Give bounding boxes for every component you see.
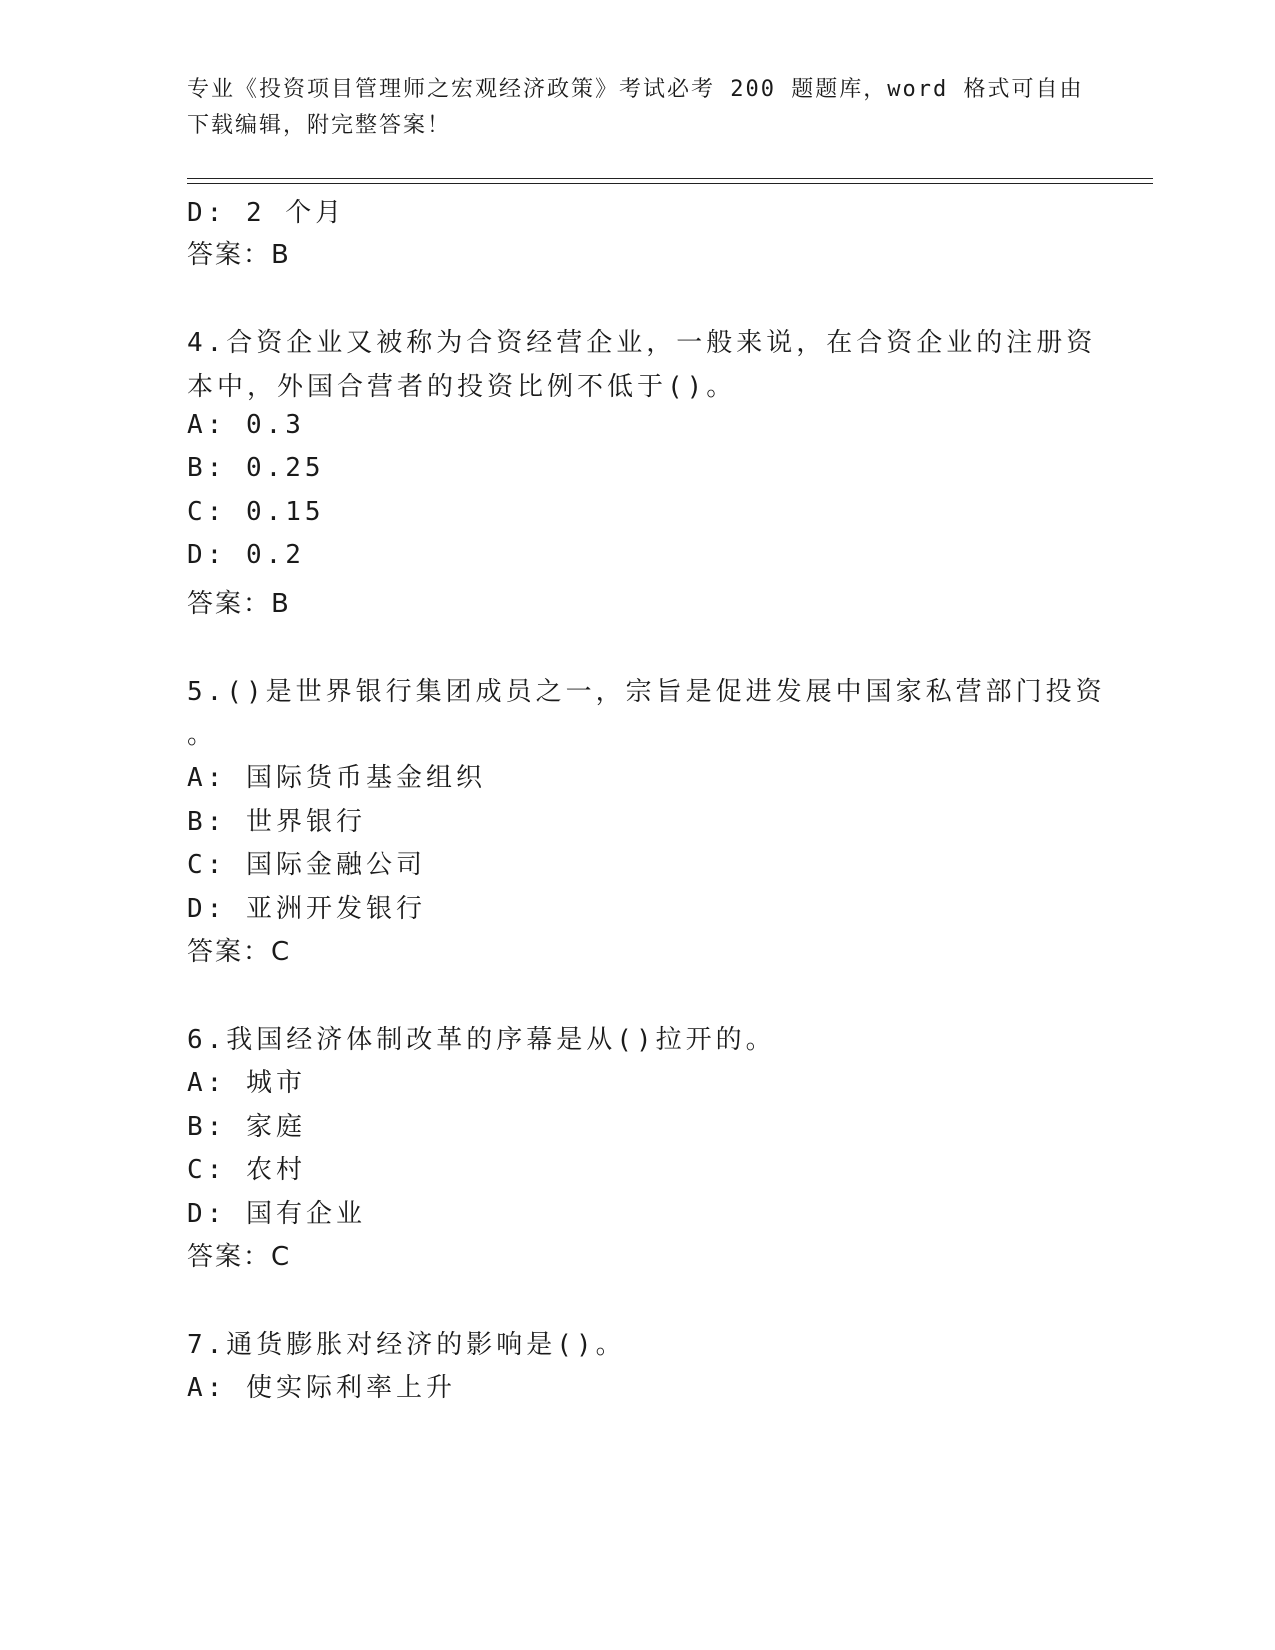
option-a: A: 城市 <box>187 1068 306 1098</box>
question-stem-cont: 本中，外国合营者的投资比例不低于()。 <box>187 372 737 402</box>
header-rule-bottom <box>187 183 1153 184</box>
option-b: B: 世界银行 <box>187 807 366 837</box>
question-stem: 4.合资企业又被称为合资经营企业，一般来说，在合资企业的注册资 <box>187 328 1097 358</box>
document-header <box>187 72 1087 144</box>
option-d: D: 亚洲开发银行 <box>187 894 426 924</box>
answer: 答案：B <box>187 240 291 270</box>
option-a: A: 国际货币基金组织 <box>187 763 486 793</box>
question-stem: 6.我国经济体制改革的序幕是从()拉开的。 <box>187 1025 776 1055</box>
answer: 答案：B <box>187 589 291 619</box>
answer: 答案：C <box>187 937 292 967</box>
option-d: D: 国有企业 <box>187 1199 366 1229</box>
question-stem-cont: 。 <box>187 720 218 750</box>
option-c: C: 国际金融公司 <box>187 850 426 880</box>
header-line-2: 下载编辑，附完整答案！ <box>187 113 452 138</box>
question-stem: 5.()是世界银行集团成员之一，宗旨是促进发展中国家私营部门投资 <box>187 677 1106 707</box>
question-stem: 7.通货膨胀对经济的影响是()。 <box>187 1330 626 1360</box>
option-a: A: 0.3 <box>187 410 305 440</box>
header-rule-top <box>187 178 1153 179</box>
option-b: B: 0.25 <box>187 453 325 483</box>
option-d: D: 0.2 <box>187 540 305 570</box>
option-c: C: 农村 <box>187 1155 306 1185</box>
option-d: D: 2 个月 <box>187 198 346 228</box>
option-b: B: 家庭 <box>187 1112 306 1142</box>
option-c: C: 0.15 <box>187 497 325 527</box>
header-line-1: 专业《投资项目管理师之宏观经济政策》考试必考 200 题题库，word 格式可自由 <box>187 77 1084 102</box>
option-a: A: 使实际利率上升 <box>187 1373 456 1403</box>
answer: 答案：C <box>187 1242 292 1272</box>
